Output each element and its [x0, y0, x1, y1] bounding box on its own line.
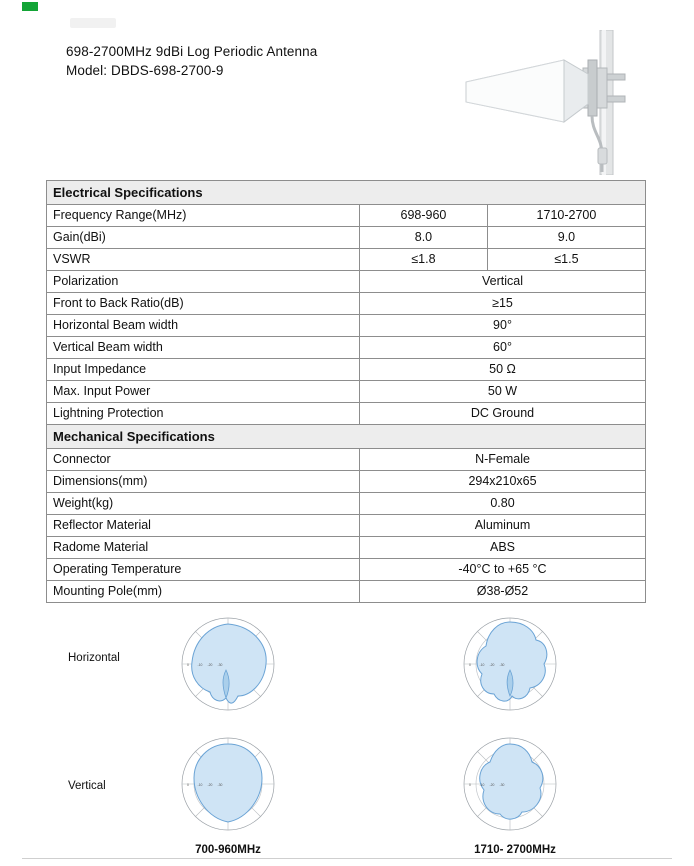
- radiation-patterns: [46, 600, 666, 860]
- product-title: 698-2700MHz 9dBi Log Periodic Antenna: [66, 44, 318, 59]
- mechanical-section-header: [47, 425, 646, 449]
- polar-chart-vertical-high: [458, 732, 562, 836]
- row-value: 60°: [360, 337, 646, 359]
- row-label: Reflector Material: [47, 515, 360, 537]
- row-value-band2: 1710-2700: [487, 205, 645, 227]
- table-row: [47, 493, 646, 515]
- pattern-column-label-high: 1710- 2700MHz: [474, 844, 556, 856]
- table-row: [47, 359, 646, 381]
- row-label: Front to Back Ratio(dB): [47, 293, 360, 315]
- table-row: [47, 249, 646, 271]
- row-label: VSWR: [47, 249, 360, 271]
- row-label: Lightning Protection: [47, 403, 360, 425]
- row-value: 50 W: [360, 381, 646, 403]
- row-value-band2: ≤1.5: [487, 249, 645, 271]
- polar-chart-vertical-low: [176, 732, 280, 836]
- row-value: Ø38-Ø52: [360, 581, 646, 603]
- row-value: Vertical: [360, 271, 646, 293]
- pattern-row-label-vertical: Vertical: [68, 780, 106, 792]
- svg-text:-20: -20: [489, 663, 495, 667]
- mechanical-section-label: Mechanical Specifications: [47, 425, 646, 449]
- table-row: [47, 315, 646, 337]
- row-value-band1: ≤1.8: [360, 249, 488, 271]
- table-row: [47, 537, 646, 559]
- svg-text:-30: -30: [499, 783, 505, 787]
- table-row: [47, 559, 646, 581]
- table-row: [47, 227, 646, 249]
- row-label: Polarization: [47, 271, 360, 293]
- table-row: [47, 271, 646, 293]
- svg-text:0: 0: [469, 663, 471, 667]
- product-image: [452, 30, 667, 175]
- row-value: 90°: [360, 315, 646, 337]
- row-value: N-Female: [360, 449, 646, 471]
- row-value: DC Ground: [360, 403, 646, 425]
- row-label: Mounting Pole(mm): [47, 581, 360, 603]
- header-placeholder-block: [70, 18, 116, 28]
- svg-text:0: 0: [187, 783, 189, 787]
- table-row: [47, 515, 646, 537]
- table-row: [47, 337, 646, 359]
- page-title: [66, 42, 446, 80]
- row-label: Horizontal Beam width: [47, 315, 360, 337]
- row-value: ABS: [360, 537, 646, 559]
- product-model: Model: DBDS-698-2700-9: [66, 63, 224, 78]
- electrical-section-header: [47, 181, 646, 205]
- row-label: Connector: [47, 449, 360, 471]
- green-corner-mark: [22, 2, 38, 11]
- table-row: [47, 403, 646, 425]
- row-value: 294x210x65: [360, 471, 646, 493]
- svg-text:-20: -20: [489, 783, 495, 787]
- svg-text:-20: -20: [207, 783, 213, 787]
- svg-text:-10: -10: [479, 663, 485, 667]
- polar-chart-horizontal-high: [458, 612, 562, 716]
- table-row: [47, 471, 646, 493]
- footer-divider: [22, 858, 672, 859]
- table-row: [47, 293, 646, 315]
- row-value-band2: 9.0: [487, 227, 645, 249]
- row-value-band1: 698-960: [360, 205, 488, 227]
- row-value-band1: 8.0: [360, 227, 488, 249]
- svg-text:-30: -30: [217, 663, 223, 667]
- svg-text:-10: -10: [479, 783, 485, 787]
- row-label: Frequency Range(MHz): [47, 205, 360, 227]
- row-value: -40°C to +65 °C: [360, 559, 646, 581]
- row-label: Max. Input Power: [47, 381, 360, 403]
- row-value: 0.80: [360, 493, 646, 515]
- pattern-row-label-horizontal: Horizontal: [68, 652, 120, 664]
- row-label: Gain(dBi): [47, 227, 360, 249]
- table-row: [47, 381, 646, 403]
- table-row: [47, 449, 646, 471]
- row-value: ≥15: [360, 293, 646, 315]
- row-label: Radome Material: [47, 537, 360, 559]
- table-row: [47, 205, 646, 227]
- polar-chart-horizontal-low: [176, 612, 280, 716]
- row-value: 50 Ω: [360, 359, 646, 381]
- svg-text:-30: -30: [499, 663, 505, 667]
- row-label: Dimensions(mm): [47, 471, 360, 493]
- pattern-column-label-low: 700-960MHz: [195, 844, 261, 856]
- row-label: Weight(kg): [47, 493, 360, 515]
- electrical-section-label: Electrical Specifications: [47, 181, 646, 205]
- svg-text:-10: -10: [197, 663, 203, 667]
- row-label: Input Impedance: [47, 359, 360, 381]
- row-label: Operating Temperature: [47, 559, 360, 581]
- row-value: Aluminum: [360, 515, 646, 537]
- svg-text:0: 0: [187, 663, 189, 667]
- svg-text:0: 0: [469, 783, 471, 787]
- row-label: Vertical Beam width: [47, 337, 360, 359]
- svg-text:-20: -20: [207, 663, 213, 667]
- specifications-table: [46, 180, 646, 603]
- svg-text:-30: -30: [217, 783, 223, 787]
- svg-text:-10: -10: [197, 783, 203, 787]
